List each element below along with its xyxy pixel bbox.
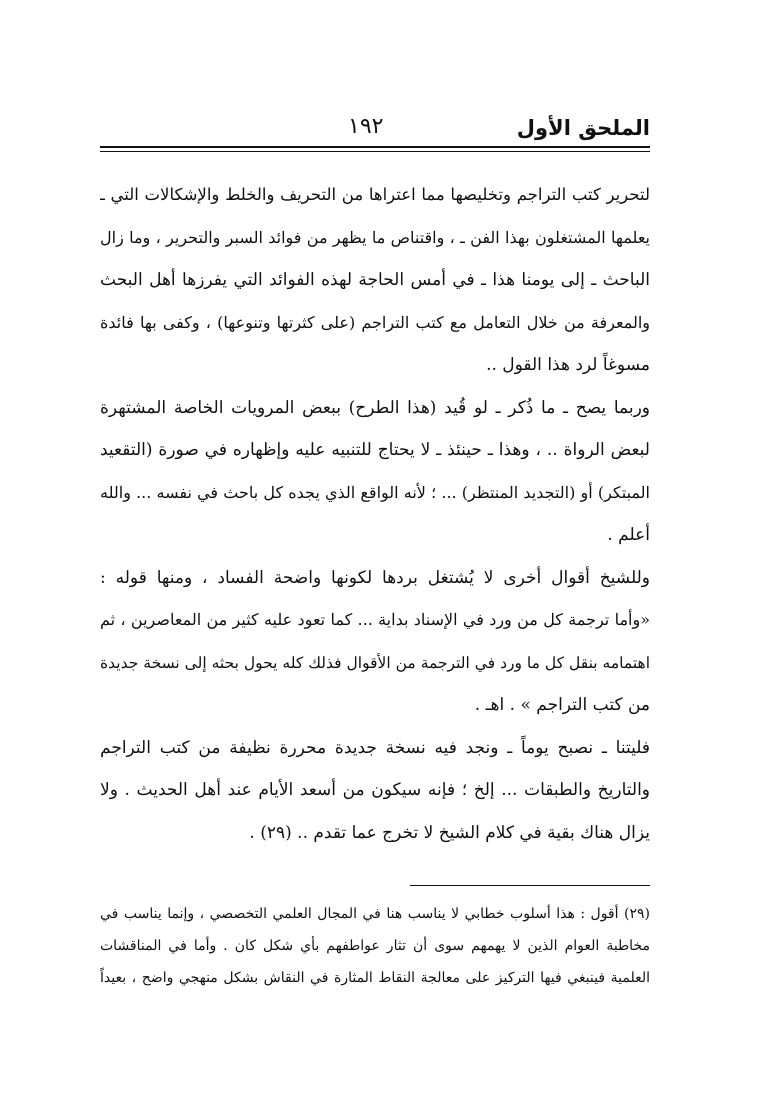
footnote-line: مخاطبة العوام الذين لا يهمهم سوى أن تثار عواطفهم بأي شكل كان . وأما في المناقشات [100,938,650,954]
text-line: من كتب التراجم » . اهـ . [474,695,650,715]
running-title: الملحق الأول [516,116,650,140]
text-line: وربما يصح ـ ما ذُكر ـ لو قُيد (هذا الطرح) ببعض المرويات الخاصة المشتهرة [100,397,650,418]
page-header [100,112,650,148]
footnotes [100,898,650,994]
paragraph [100,174,650,387]
text-line: وللشيخ أقوال أخرى لا يُشتغل بردها لكونها واضحة الفساد ، ومنها قوله : [100,567,650,588]
paragraph [100,387,650,557]
footnote-line: (٢٩) أقول : هذا أسلوب خطابي لا يناسب هنا في المجال العلمي التخصصي ، وإنما يناسب في [100,906,650,922]
text-line: فليتنا ـ نصبح يوماً ـ ونجد فيه نسخة جديدة محررة نظيفة من كتب التراجم [100,737,650,758]
header-rule-thin [100,151,650,152]
text-line: مسوغاً لرد هذا القول .. [486,355,650,375]
text-line: والتاريخ والطبقات ... إلخ ؛ فإنه سيكون من أسعد الأيام عند أهل الحديث . ولا [100,780,650,800]
paragraph [100,727,650,855]
text-line: المبتكر) أو (التجديد المنتظر) ... ؛ لأنه الواقع الذي يجده كل باحث في نفسه ... والله [100,482,650,502]
text-line: أعلم . [607,525,650,545]
text-line: والمعرفة من خلال التعامل مع كتب التراجم (على كثرتها وتنوعها) ، وكفى بها فائدة [100,312,650,332]
body-text [100,174,650,854]
page-number: ١٩٢ [348,114,384,139]
text-line: لتحرير كتب التراجم وتخليصها مما اعتراها من التحريف والخلط والإشكالات التي ـ [100,185,650,204]
text-line: «وأما ترجمة كل من ورد في الإسناد بداية ... كما تعود عليه كثير من المعاصرين ، ثم [100,610,650,629]
footnote-line: العلمية فينبغي فيها التركيز على معالجة النقاط المثارة في النقاش بشكل منهجي واضح ، بعيداً [100,970,650,986]
paragraph [100,557,650,727]
text-line: لبعض الرواة .. ، وهذا ـ حينئذ ـ لا يحتاج للتنبيه عليه وإظهاره في صورة (التقعيد [100,440,650,460]
text-line: يزال هناك بقية في كلام الشيخ لا تخرج عما تقدم .. (٢٩) . [249,822,650,843]
text-line: الباحث ـ إلى يومنا هذا ـ في أمس الحاجة لهذه الفوائد التي يفرزها أهل البحث [100,270,650,290]
text-line: اهتمامه بنقل كل ما ورد في الترجمة من الأقوال فذلك كله يحول بحثه إلى نسخة جديدة [100,653,650,672]
footnote [100,898,650,994]
text-line: يعلمها المشتغلون بهذا الفن ـ ، واقتناص ما يظهر من فوائد السبر والتحرير ، وما زال [100,227,650,247]
footnote-separator [410,885,650,886]
header-rule-thick [100,146,650,148]
